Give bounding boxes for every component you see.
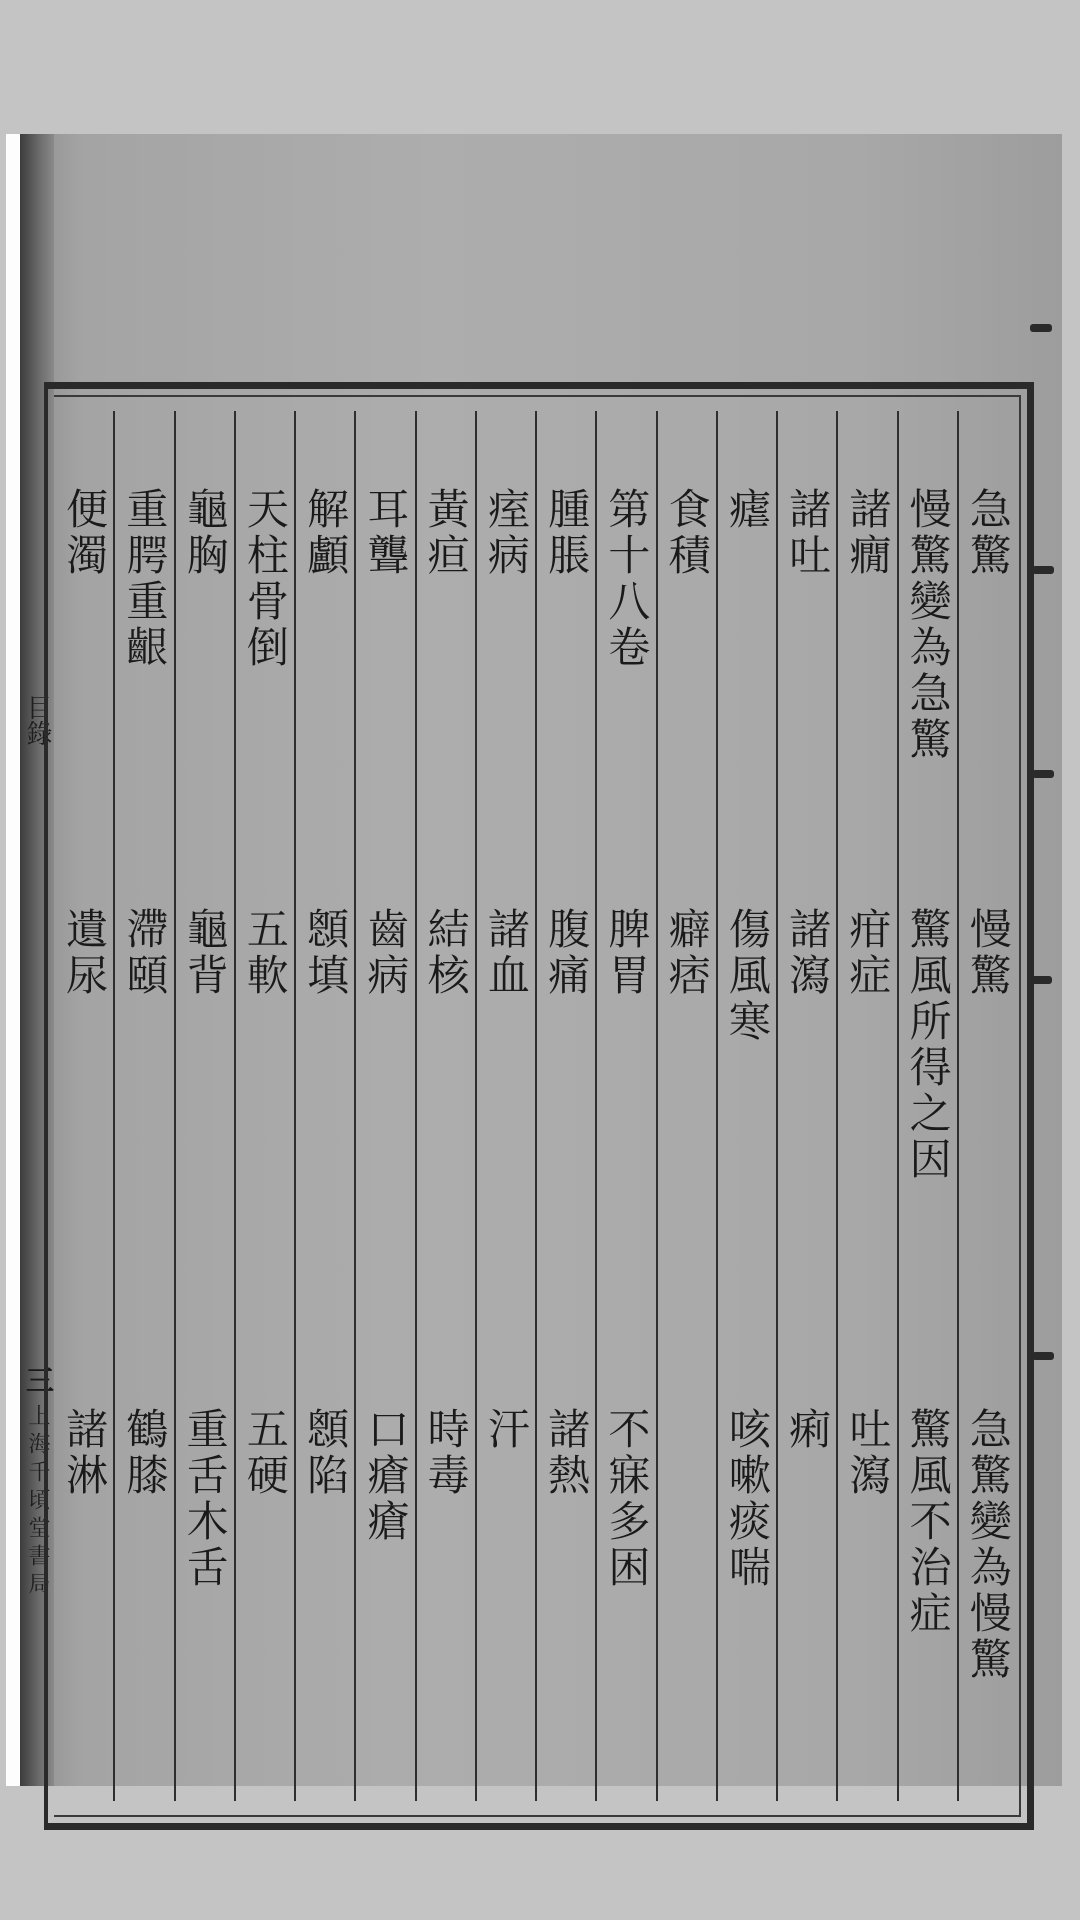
toc-entry: 諸瀉 [783, 907, 833, 999]
toc-entry: 諸熱 [542, 1407, 592, 1499]
toc-entry: 時毒 [421, 1407, 471, 1499]
toc-entry: 天柱骨倒 [240, 487, 290, 671]
toc-column [235, 397, 295, 1815]
publisher-imprint: 上海千頃堂書局 [25, 1404, 50, 1600]
toc-entry: 顖陷 [301, 1407, 351, 1499]
toc-entry: 遺尿 [60, 907, 110, 999]
toc-entry: 脾胃 [602, 907, 652, 999]
toc-column [596, 397, 656, 1815]
toc-entry: 不寐多困 [602, 1407, 652, 1591]
toc-column [54, 397, 114, 1815]
toc-entry: 諸癇 [843, 487, 893, 579]
text-frame [44, 382, 1034, 1830]
toc-entry: 第十八卷 [602, 487, 652, 671]
toc-entry: 腹痛 [542, 907, 592, 999]
stitch-hole [1030, 324, 1052, 332]
toc-column [657, 397, 717, 1815]
toc-entry: 便濁 [60, 487, 110, 579]
toc-entry: 瘧 [722, 487, 772, 533]
section-label: 目錄 [22, 694, 52, 746]
toc-entry: 汗 [481, 1407, 531, 1453]
toc-column [777, 397, 837, 1815]
toc-entry: 齒病 [361, 907, 411, 999]
toc-entry: 疳症 [843, 907, 893, 999]
toc-entry: 傷風寒 [722, 907, 772, 1045]
toc-entry: 重舌木舌 [180, 1407, 230, 1591]
toc-entry: 解顱 [301, 487, 351, 579]
toc-entry: 吐瀉 [843, 1407, 893, 1499]
toc-column [717, 397, 777, 1815]
toc-entry: 口瘡瘡 [361, 1407, 411, 1545]
stitch-hole [1032, 1352, 1054, 1360]
book-page [6, 134, 1062, 1786]
paper-leaf [20, 134, 1062, 1786]
toc-entry: 龜胸 [180, 487, 230, 579]
stitch-hole [1032, 770, 1054, 778]
toc-entry: 五軟 [240, 907, 290, 999]
toc-entry: 痢 [783, 1407, 833, 1453]
toc-column [355, 397, 415, 1815]
stitch-hole [1032, 566, 1054, 574]
toc-column [898, 397, 958, 1815]
toc-column [295, 397, 355, 1815]
toc-entry: 諸血 [481, 907, 531, 999]
toc-column [958, 397, 1018, 1815]
toc-entry: 諸吐 [783, 487, 833, 579]
toc-column [476, 397, 536, 1815]
toc-entry: 龜背 [180, 907, 230, 999]
toc-entry: 痓病 [481, 487, 531, 579]
toc-entry: 慢驚 [963, 907, 1013, 999]
toc-entry: 五硬 [240, 1407, 290, 1499]
toc-entry: 耳聾 [361, 487, 411, 579]
toc-entry: 腫脹 [542, 487, 592, 579]
stitch-hole [1030, 976, 1052, 984]
toc-column [416, 397, 476, 1815]
toc-entry: 驚風不治症 [903, 1407, 953, 1637]
toc-entry: 結核 [421, 907, 471, 999]
toc-entry: 咳嗽痰喘 [722, 1407, 772, 1591]
toc-column [837, 397, 897, 1815]
table-of-contents [54, 395, 1021, 1817]
toc-entry: 諸淋 [60, 1407, 110, 1499]
toc-entry: 顖填 [301, 907, 351, 999]
toc-entry: 黃疸 [421, 487, 471, 579]
toc-entry: 重腭重齦 [120, 487, 170, 671]
toc-entry: 滯頤 [120, 907, 170, 999]
folio-number: 三 [26, 1364, 55, 1397]
toc-entry: 驚風所得之因 [903, 907, 953, 1183]
toc-column [114, 397, 174, 1815]
toc-entry: 鶴膝 [120, 1407, 170, 1499]
toc-entry: 癖痞 [662, 907, 712, 999]
toc-entry: 急驚 [963, 487, 1013, 579]
toc-entry: 急驚變為慢驚 [963, 1407, 1013, 1683]
toc-entry: 食積 [662, 487, 712, 579]
toc-entry: 慢驚變為急驚 [903, 487, 953, 763]
toc-column [536, 397, 596, 1815]
toc-column [175, 397, 235, 1815]
